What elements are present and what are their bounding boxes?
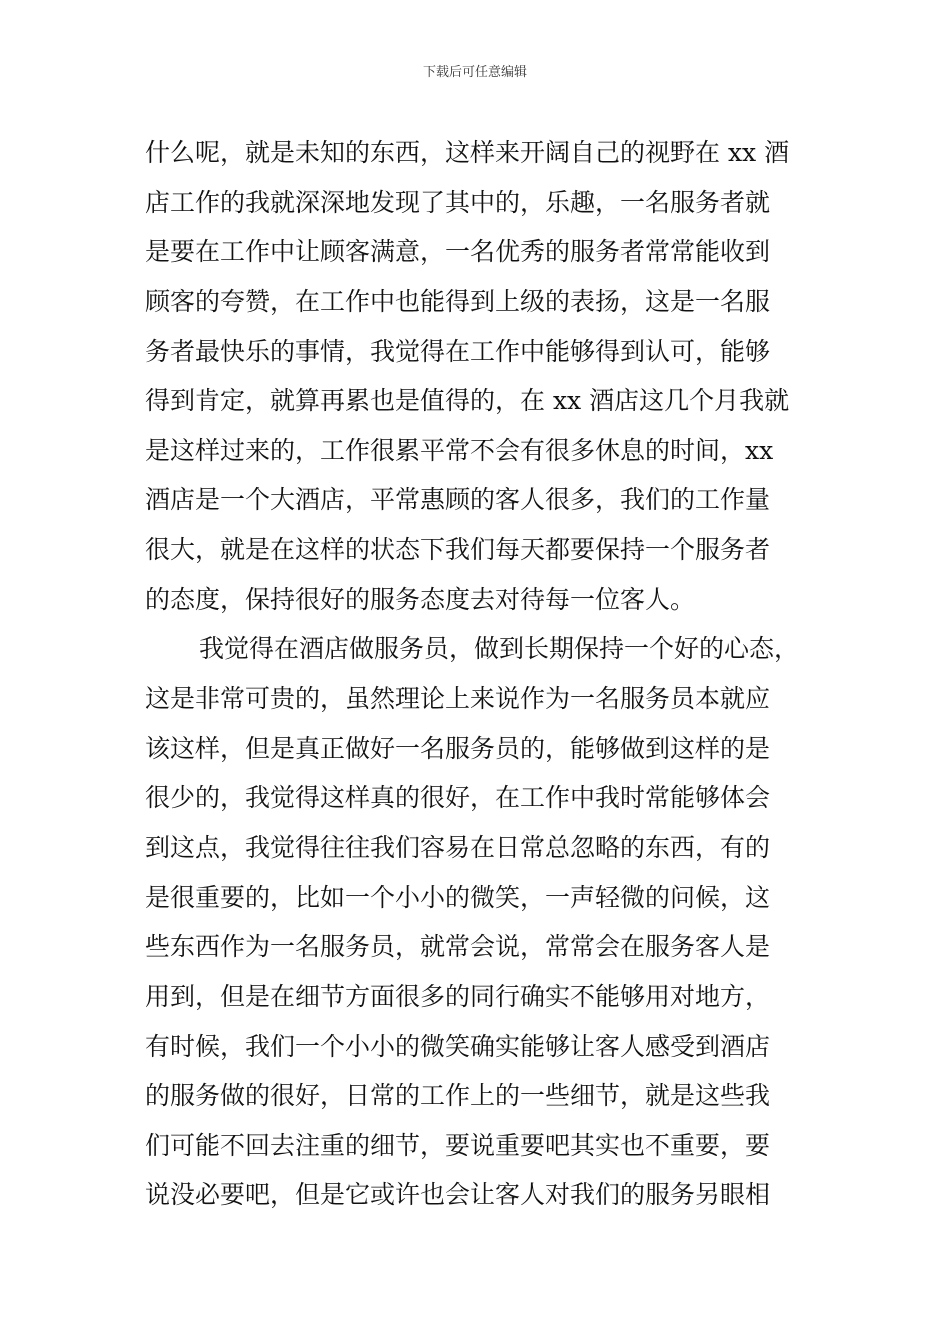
text-line: 这是非常可贵的，虽然理论上来说作为一名服务员本就应 <box>145 684 771 714</box>
text-line: 是很重要的，比如一个小小的微笑，一声轻微的问候，这 <box>145 882 771 912</box>
text-line: 是要在工作中让顾客满意，一名优秀的服务者常常能收到 <box>145 237 771 267</box>
text-line: 有时候，我们一个小小的微笑确实能够让客人感受到酒店 <box>145 1031 771 1061</box>
text-line: 很少的，我觉得这样真的很好，在工作中我时常能够体会 <box>145 783 771 813</box>
text-line: 的态度，保持很好的服务态度去对待每一位客人。 <box>145 584 696 614</box>
text-line: 该这样，但是真正做好一名服务员的，能够做到这样的是 <box>145 733 771 763</box>
text-line: 些东西作为一名服务员，就常会说，常常会在服务客人是 <box>145 932 771 962</box>
text-line: 说没必要吧，但是它或许也会让客人对我们的服务另眼相 <box>145 1180 771 1210</box>
text-line: 到这点，我觉得往往我们容易在日常总忽略的东西，有的 <box>145 832 771 862</box>
text-line: 得到肯定，就算再累也是值得的，在 xx 酒店这几个月我就 <box>145 386 790 416</box>
text-line: 是这样过来的，工作很累平常不会有很多休息的时间，xx <box>145 435 774 465</box>
text-line: 店工作的我就深深地发现了其中的，乐趣，一名服务者就 <box>145 187 771 217</box>
text-line: 什么呢，就是未知的东西，这样来开阔自己的视野在 xx 酒 <box>145 138 790 167</box>
paragraph-first-line: 我觉得在酒店做服务员，做到长期保持一个好的心态， <box>199 634 800 664</box>
page-header: 下载后可任意编辑 <box>422 65 527 80</box>
text-line: 们可能不回去注重的细节，要说重要吧其实也不重要，要 <box>145 1130 771 1160</box>
text-line: 很大，就是在这样的状态下我们每天都要保持一个服务者 <box>145 535 771 565</box>
text-line: 顾客的夸赞，在工作中也能得到上级的表扬，这是一名服 <box>145 286 771 316</box>
text-line: 用到，但是在细节方面很多的同行确实不能够用对地方， <box>145 981 771 1011</box>
text-line: 酒店是一个大酒店，平常惠顾的客人很多，我们的工作量 <box>145 485 771 515</box>
text-line: 务者最快乐的事情，我觉得在工作中能够得到认可，能够 <box>145 336 771 366</box>
document-body <box>145 128 815 1220</box>
text-line: 的服务做的很好，日常的工作上的一些细节，就是这些我 <box>145 1081 771 1111</box>
